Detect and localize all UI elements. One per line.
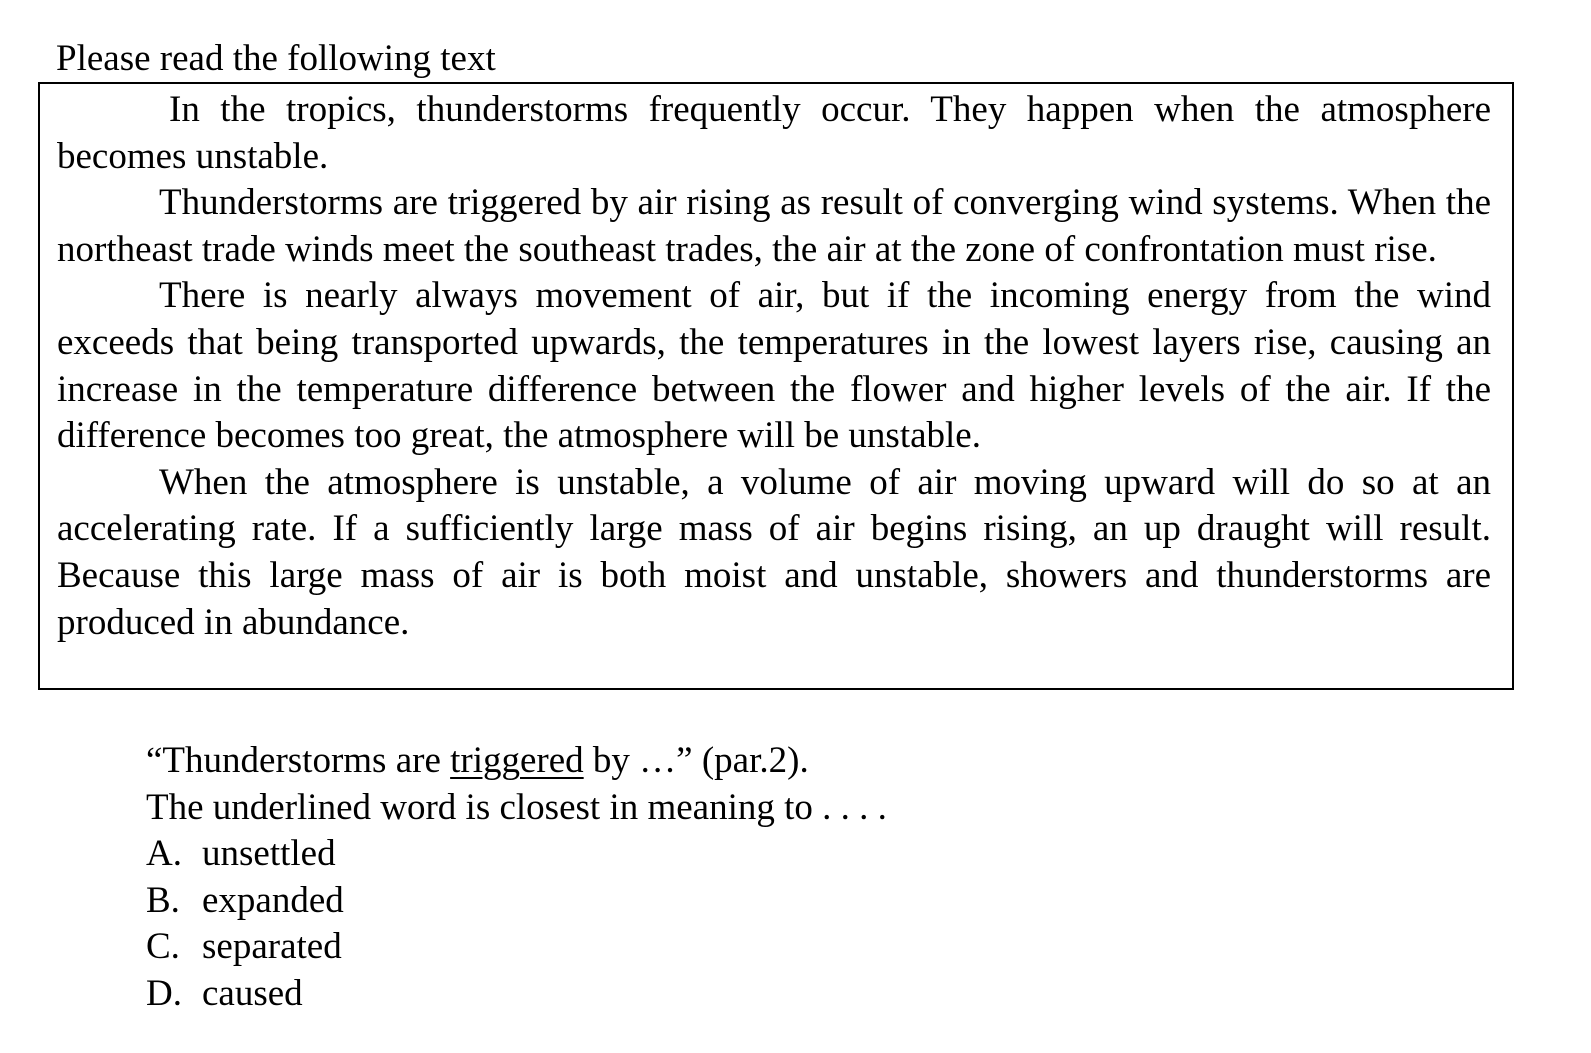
option-letter: B.: [146, 879, 180, 921]
option-letter: C.: [146, 926, 180, 967]
passage-box: [38, 82, 1514, 690]
option-text: separated: [202, 926, 342, 967]
option-letter: D.: [146, 972, 182, 1014]
underlined-word: triggered: [450, 740, 584, 781]
question-prompt: The underlined word is closest in meaning to . . . .: [146, 786, 887, 828]
instruction-heading: Please read the following text: [56, 38, 496, 79]
passage-paragraph-4: When the atmosphere is unstable, a volume of air moving upward will do so at an accelerating rate. If a sufficiently large mass of air begins rising, an up draught will result. Because this large mass of air is both moist and unstable, showers and thunderstorms are produced in abundance.: [57, 461, 1491, 643]
option-d: [146, 971, 887, 1018]
passage-paragraph-3: There is nearly always movement of air, but if the incoming energy from the wind exceeds that being transported upwards, the temperatures in the lowest layers rise, causing an increase in the temperature difference between the flower and higher levels of the air. If the difference becomes too great, the atmosphere will be unstable.: [57, 275, 1491, 457]
option-text: unsettled: [202, 833, 336, 874]
passage-paragraph-1: In the tropics, thunderstorms frequently occur. They happen when the atmosphere becomes unstable.: [57, 89, 1491, 177]
question-block: [146, 738, 887, 1017]
quote-after-text: by …” (par.2).: [583, 740, 809, 781]
option-letter: A.: [146, 833, 182, 874]
passage-paragraph-2: Thunderstorms are triggered by air rising as result of converging wind systems. When the northeast trade winds meet the southeast trades, the air at the zone of confrontation must rise.: [57, 182, 1491, 270]
question-quote: [146, 738, 887, 785]
option-b: [146, 878, 887, 925]
quote-before-text: “Thunderstorms are: [146, 740, 451, 781]
option-a: [146, 831, 887, 878]
option-text: expanded: [202, 879, 344, 921]
option-text: caused: [202, 972, 303, 1014]
option-c: [146, 924, 887, 971]
answer-options: [146, 831, 887, 1017]
